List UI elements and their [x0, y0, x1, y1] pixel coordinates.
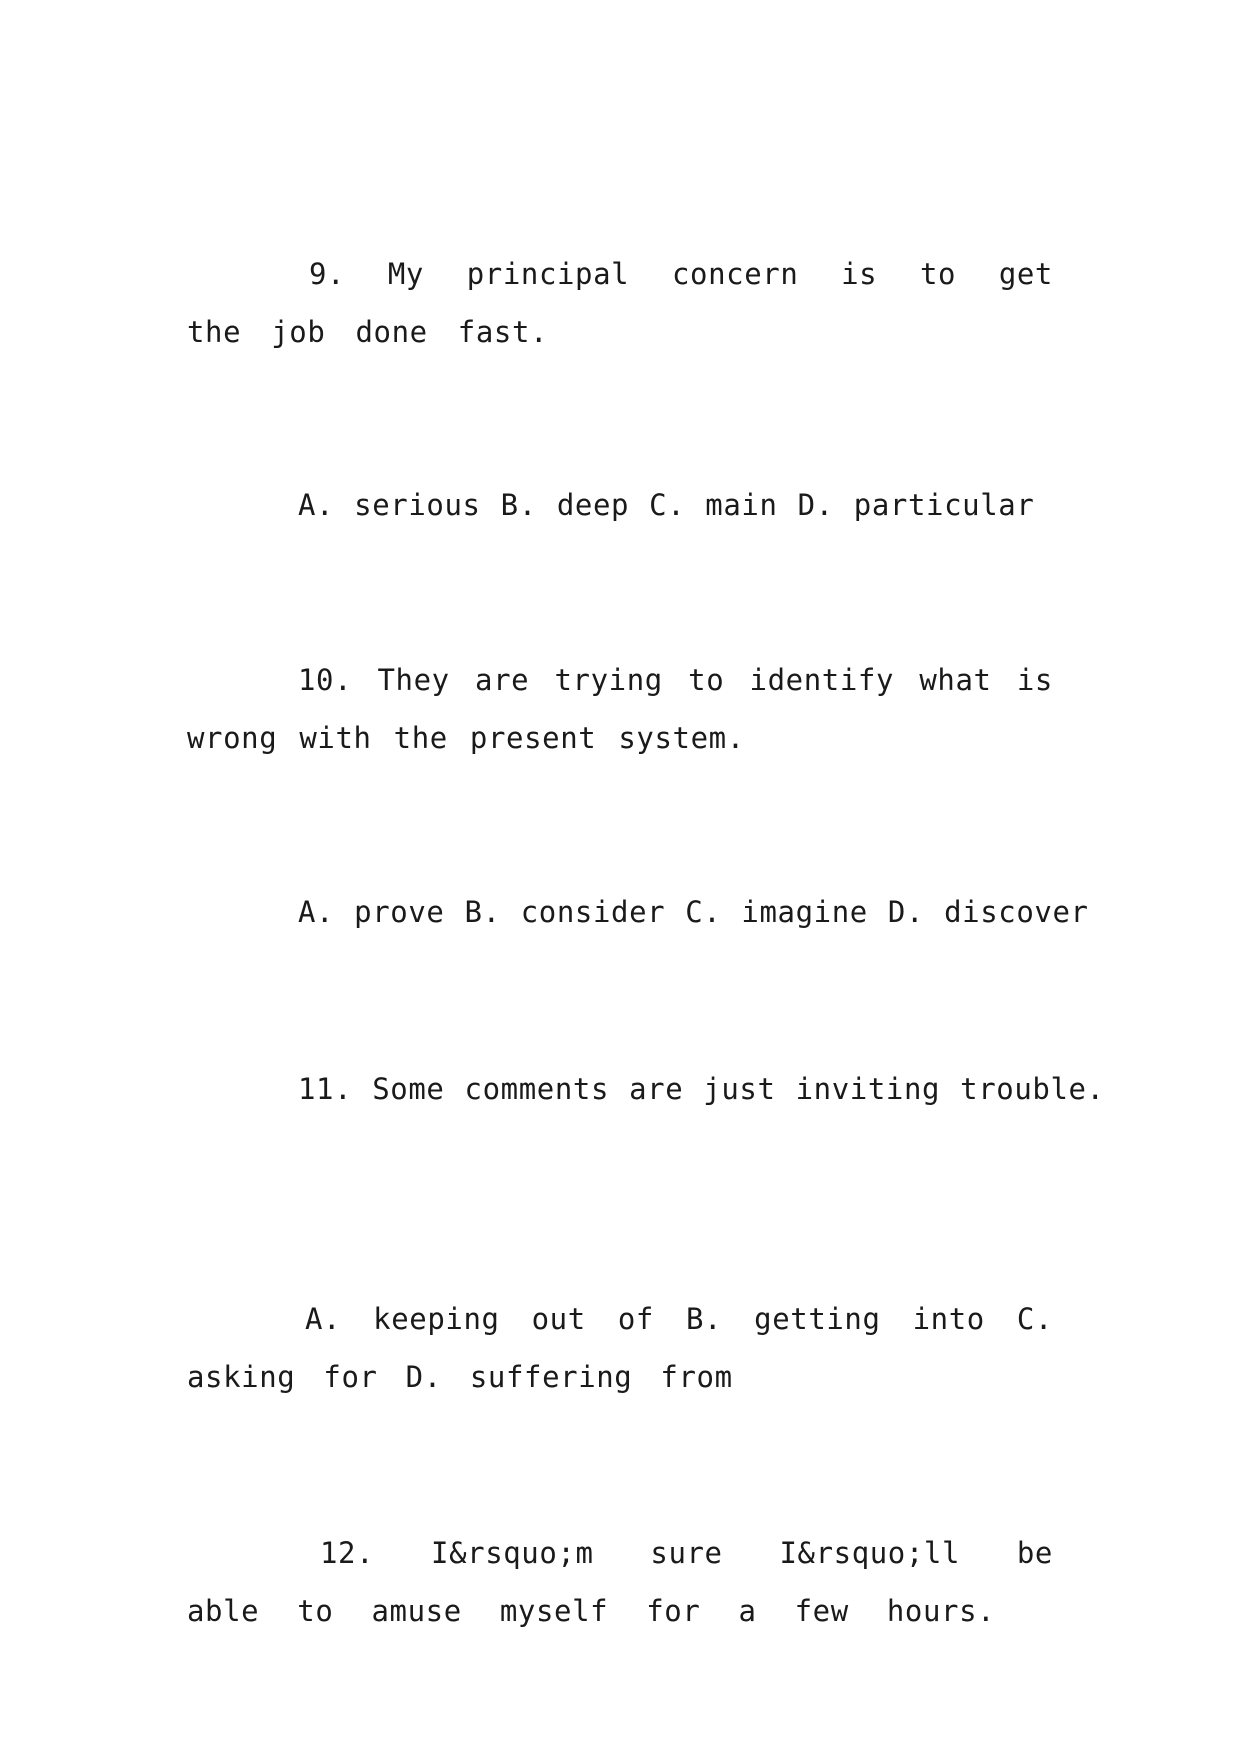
- options-10: A. prove B. consider C. imagine D. discover: [298, 895, 1089, 929]
- question-9: 9. My principal concern is to get the job done fast.: [187, 257, 1053, 349]
- options-11: A. keeping out of B. getting into C. asking for D. suffering from: [187, 1302, 1053, 1394]
- question-11: 11. Some comments are just inviting trouble.: [298, 1072, 1105, 1106]
- question-10: 10. They are trying to identify what is wrong with the present system.: [187, 663, 1053, 755]
- options-9: A. serious B. deep C. main D. particular: [298, 488, 1035, 522]
- question-12: 12. I&rsquo;m sure I&rsquo;ll be able to amuse myself for a few hours.: [187, 1536, 1053, 1628]
